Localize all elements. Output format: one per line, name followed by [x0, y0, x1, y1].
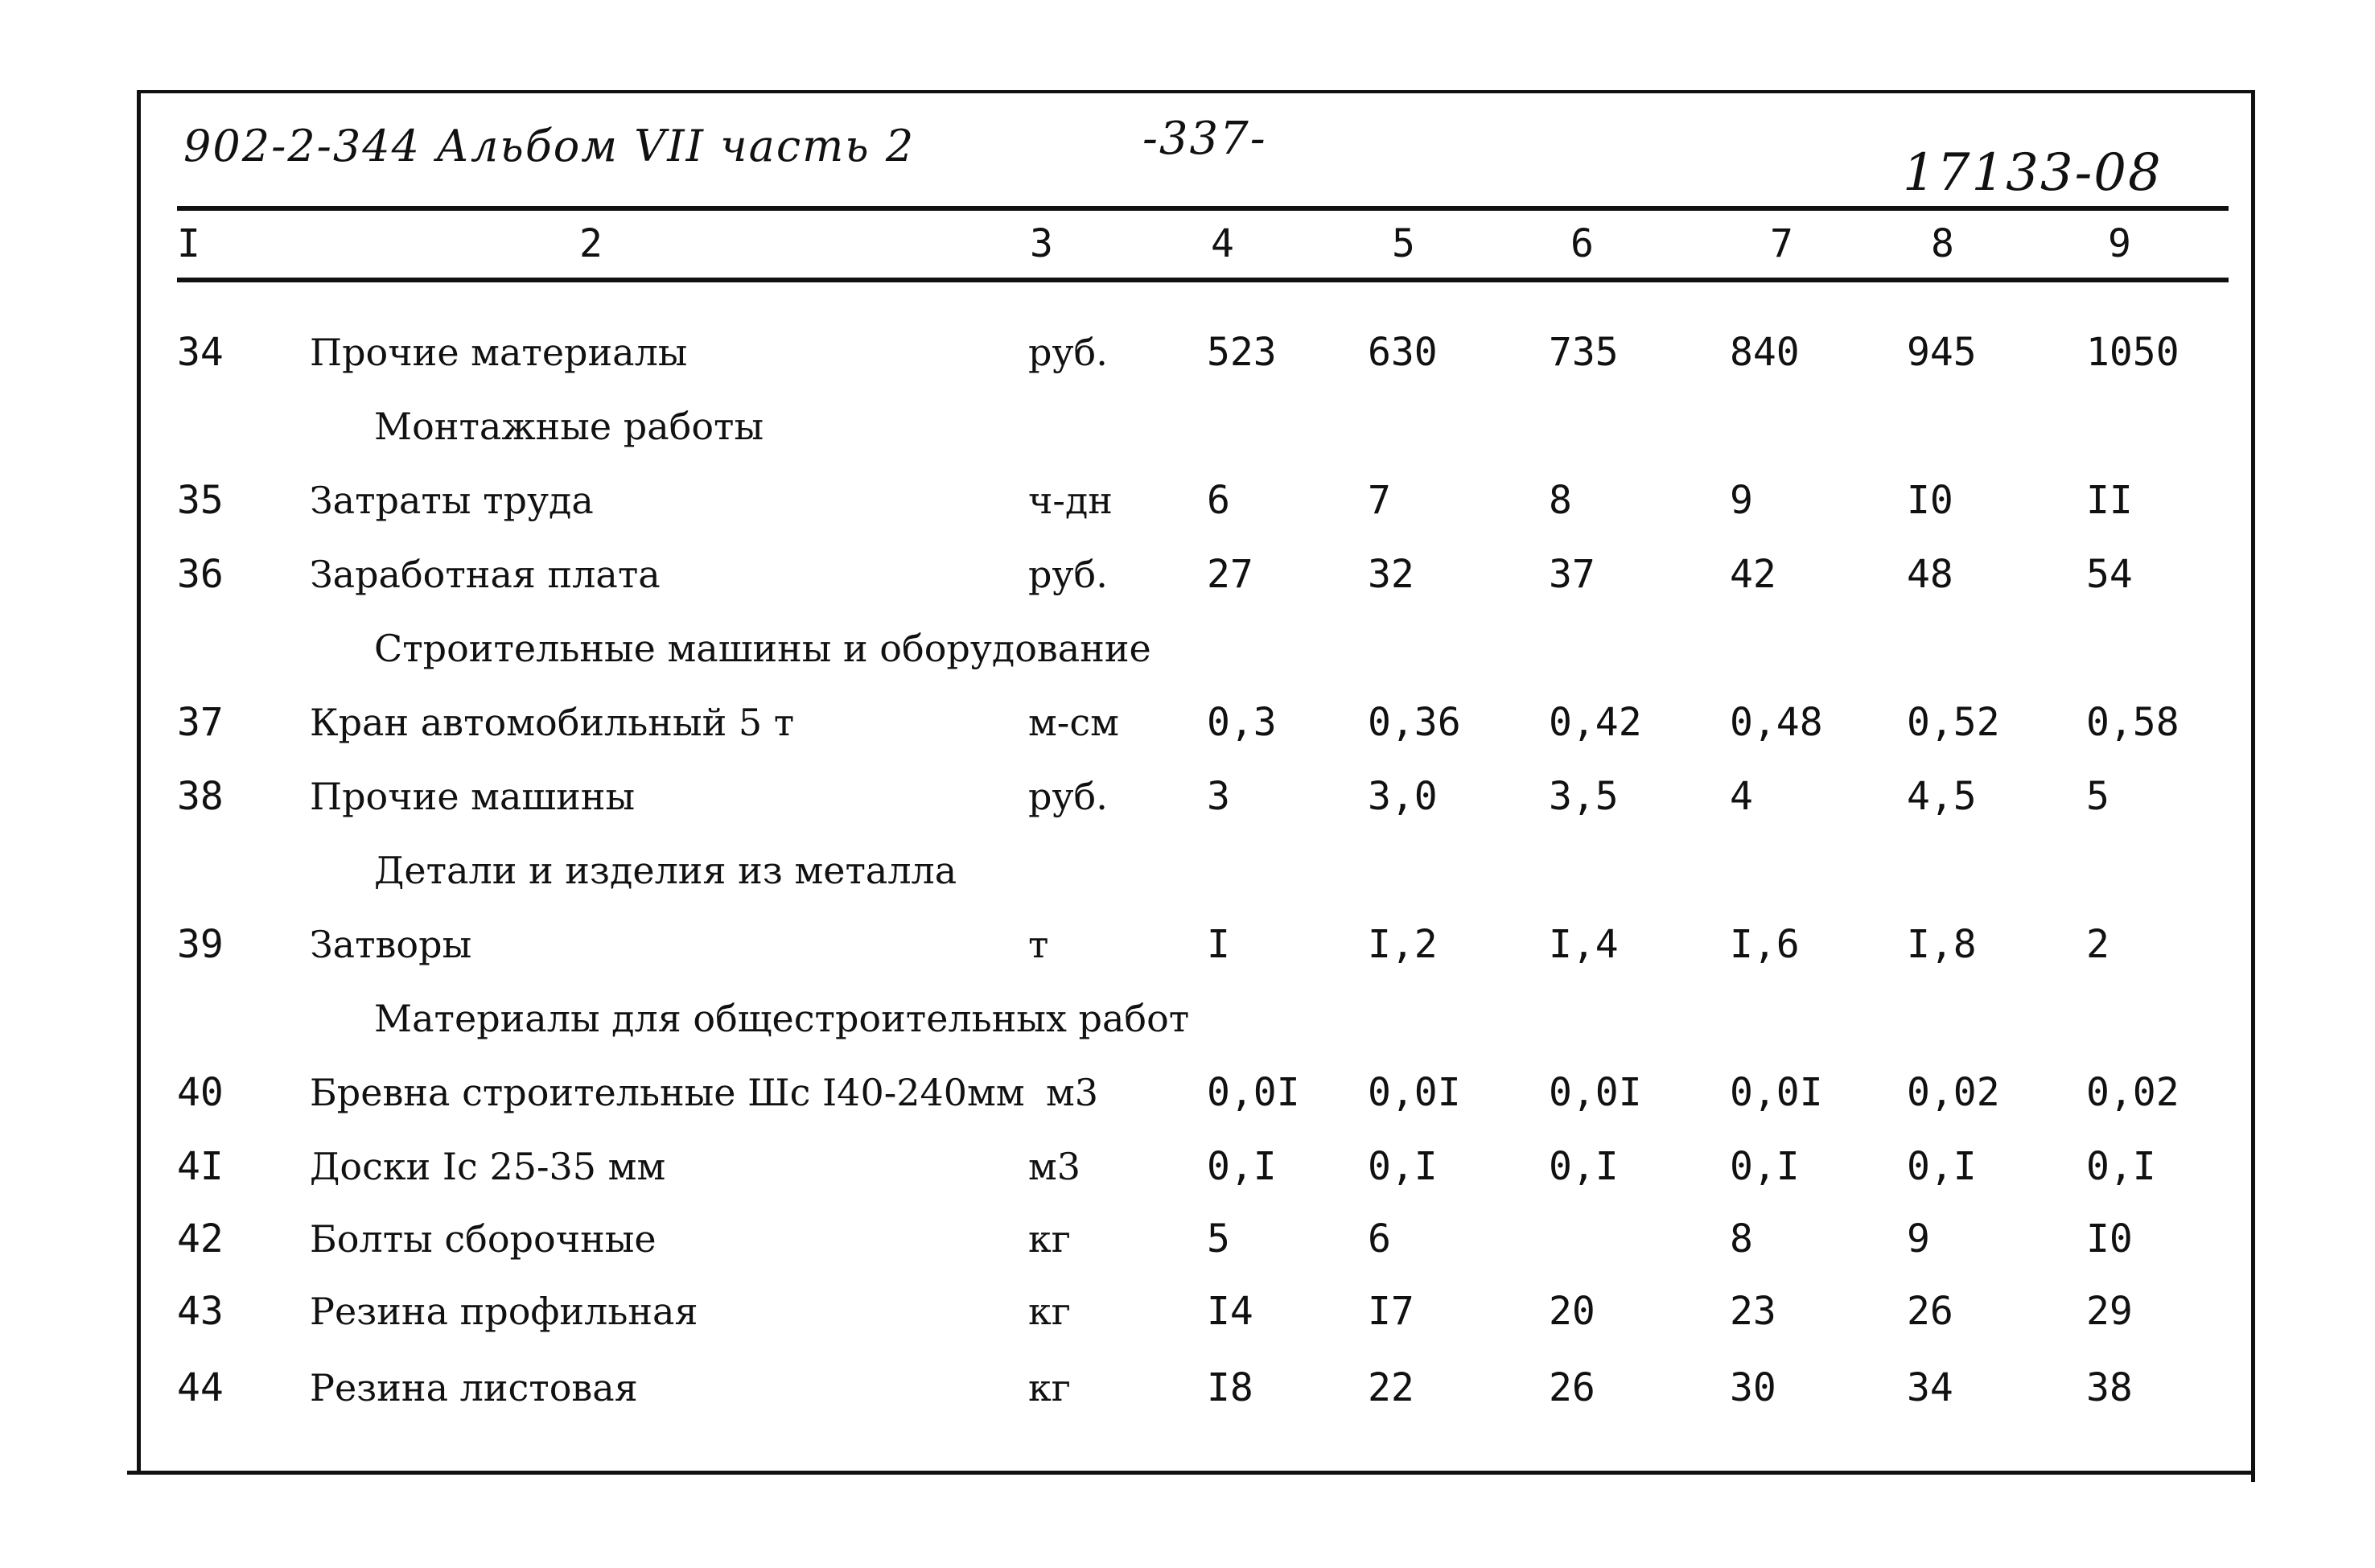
value-col-9: 54 [2086, 552, 2133, 597]
item-unit: руб. [1028, 775, 1108, 818]
table-row [0, 768, 2375, 825]
row-number: 40 [177, 1070, 224, 1115]
value-col-7: 0,I [1730, 1144, 1800, 1189]
row-number: 44 [177, 1365, 224, 1410]
item-name: Заработная плата [310, 553, 661, 596]
column-header-6: 6 [1570, 221, 1594, 266]
table-row [0, 1283, 2375, 1340]
value-col-9: 0,58 [2086, 700, 2179, 745]
value-col-7: 23 [1730, 1289, 1776, 1334]
section-heading: Монтажные работы [374, 405, 764, 448]
column-header-2: 2 [579, 221, 603, 266]
table-row [0, 694, 2375, 751]
table-row [0, 916, 2375, 973]
section-heading: Материалы для общестроительных работ [374, 997, 1190, 1040]
value-col-7: 8 [1730, 1216, 1753, 1261]
item-unit: м3 [1028, 1145, 1081, 1188]
value-col-7: 0,0I [1730, 1070, 1823, 1115]
row-number: 36 [177, 552, 224, 597]
table-row [0, 1211, 2375, 1267]
row-number: 4I [177, 1144, 224, 1189]
value-col-8: 0,I [1907, 1144, 1977, 1189]
row-number: 38 [177, 774, 224, 819]
value-col-5: 0,0I [1368, 1070, 1461, 1115]
value-col-4: 0,0I [1207, 1070, 1300, 1115]
value-col-7: 42 [1730, 552, 1776, 597]
value-col-8: 34 [1907, 1365, 1953, 1410]
value-col-7: 9 [1730, 478, 1753, 523]
value-col-5: 0,I [1368, 1144, 1438, 1189]
value-col-9: 29 [2086, 1289, 2133, 1334]
value-col-4: 6 [1207, 478, 1230, 523]
value-col-8: I0 [1907, 478, 1953, 523]
item-unit: т [1028, 923, 1049, 966]
value-col-7: 0,48 [1730, 700, 1823, 745]
value-col-6: 735 [1549, 330, 1619, 375]
item-name: Бревна строительные Шс I40-240мм [310, 1071, 1025, 1114]
section-heading: Детали и изделия из металла [374, 849, 957, 892]
value-col-4: 0,3 [1207, 700, 1277, 745]
item-unit: м-см [1028, 701, 1119, 744]
value-col-9: 1050 [2086, 330, 2179, 375]
row-number: 42 [177, 1216, 224, 1261]
value-col-4: I4 [1207, 1289, 1253, 1334]
header-rule-bottom [177, 278, 2229, 282]
item-unit: м3 [1046, 1071, 1099, 1114]
value-col-6: 0,0I [1549, 1070, 1642, 1115]
value-col-9: I0 [2086, 1216, 2133, 1261]
column-header-4: 4 [1211, 221, 1234, 266]
item-name: Затворы [310, 923, 472, 966]
frame-bottom-border [127, 1471, 2254, 1475]
value-col-6: 37 [1549, 552, 1595, 597]
column-header-row [0, 216, 2375, 272]
item-name: Затраты труда [310, 479, 594, 522]
value-col-9: 0,02 [2086, 1070, 2179, 1115]
item-name: Прочие машины [310, 775, 636, 818]
value-col-5: 6 [1368, 1216, 1391, 1261]
value-col-4: I8 [1207, 1365, 1253, 1410]
item-unit: кг [1028, 1366, 1071, 1410]
value-col-4: 27 [1207, 552, 1253, 597]
item-unit: руб. [1028, 553, 1108, 596]
value-col-8: 26 [1907, 1289, 1953, 1334]
table-row [0, 1360, 2375, 1416]
row-number: 37 [177, 700, 224, 745]
value-col-6: 20 [1549, 1289, 1595, 1334]
column-header-8: 8 [1931, 221, 1954, 266]
item-unit: кг [1028, 1217, 1071, 1261]
value-col-4: 523 [1207, 330, 1277, 375]
row-number: 35 [177, 478, 224, 523]
table-row [0, 472, 2375, 529]
value-col-5: 32 [1368, 552, 1414, 597]
row-number: 39 [177, 922, 224, 967]
table-row [0, 1138, 2375, 1195]
value-col-8: 48 [1907, 552, 1953, 597]
item-name: Резина листовая [310, 1366, 638, 1410]
frame-top-border [137, 90, 2254, 93]
row-number: 34 [177, 330, 224, 375]
value-col-6: 8 [1549, 478, 1572, 523]
column-header-9: 9 [2108, 221, 2131, 266]
value-col-9: 5 [2086, 774, 2110, 819]
value-col-5: 630 [1368, 330, 1438, 375]
item-name: Резина профильная [310, 1290, 698, 1333]
value-col-9: 38 [2086, 1365, 2133, 1410]
value-col-5: 7 [1368, 478, 1391, 523]
value-col-6: 0,I [1549, 1144, 1619, 1189]
value-col-4: 3 [1207, 774, 1230, 819]
value-col-8: 9 [1907, 1216, 1930, 1261]
row-number: 43 [177, 1289, 224, 1334]
value-col-8: 0,02 [1907, 1070, 2000, 1115]
value-col-6: 26 [1549, 1365, 1595, 1410]
value-col-9: II [2086, 478, 2133, 523]
value-col-5: 3,0 [1368, 774, 1438, 819]
value-col-5: I,2 [1368, 922, 1438, 967]
value-col-5: I7 [1368, 1289, 1414, 1334]
value-col-5: 22 [1368, 1365, 1414, 1410]
item-name: Доски Iс 25-35 мм [310, 1145, 666, 1188]
table-row [0, 1064, 2375, 1121]
value-col-6: 0,42 [1549, 700, 1642, 745]
value-col-7: I,6 [1730, 922, 1800, 967]
column-header-1: I [177, 221, 200, 266]
column-header-3: 3 [1030, 221, 1053, 266]
item-name: Прочие материалы [310, 331, 688, 374]
value-col-8: 4,5 [1907, 774, 1977, 819]
item-name: Кран автомобильный 5 т [310, 701, 795, 744]
column-header-7: 7 [1770, 221, 1793, 266]
value-col-4: 0,I [1207, 1144, 1277, 1189]
item-unit: ч-дн [1028, 479, 1113, 522]
section-heading: Строительные машины и оборудование [374, 627, 1151, 670]
header-rule-top [177, 206, 2229, 211]
value-col-8: 945 [1907, 330, 1977, 375]
value-col-7: 840 [1730, 330, 1800, 375]
value-col-8: I,8 [1907, 922, 1977, 967]
value-col-4: I [1207, 922, 1230, 967]
value-col-8: 0,52 [1907, 700, 2000, 745]
value-col-6: 3,5 [1549, 774, 1619, 819]
value-col-7: 4 [1730, 774, 1753, 819]
value-col-9: 0,I [2086, 1144, 2156, 1189]
document-code: 17133-08 [1903, 143, 2163, 203]
value-col-4: 5 [1207, 1216, 1230, 1261]
item-name: Болты сборочные [310, 1217, 657, 1261]
value-col-7: 30 [1730, 1365, 1776, 1410]
column-header-5: 5 [1392, 221, 1415, 266]
item-unit: руб. [1028, 331, 1108, 374]
value-col-5: 0,36 [1368, 700, 1461, 745]
album-reference: 902-2-344 Альбом VII часть 2 [183, 121, 916, 171]
value-col-9: 2 [2086, 922, 2110, 967]
table-row [0, 324, 2375, 381]
item-unit: кг [1028, 1290, 1071, 1333]
table-row [0, 546, 2375, 603]
page-number: -337- [1142, 113, 1267, 165]
value-col-6: I,4 [1549, 922, 1619, 967]
